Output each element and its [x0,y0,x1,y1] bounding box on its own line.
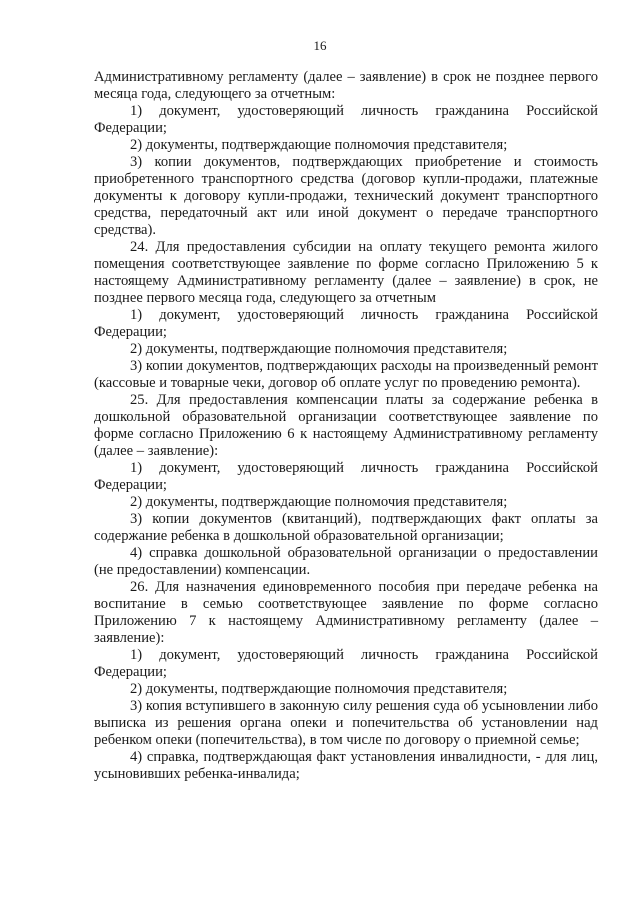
paragraph: 2) документы, подтверждающие полномочия представителя; [130,681,508,697]
paragraph: 24. Для предоставления субсидии на оплату текущего ремонта жилого помещения соответствующее заявление по форме согласно Приложению 5 к настоящему Административному регламенту (далее – заявление) в срок, не позднее первого месяца года, следующего за отчетным [94,239,598,306]
paragraph: 1) документ, удостоверяющий личность гражданина Российской Федерации; [94,307,598,340]
paragraph: 4) справка, подтверждающая факт установления инвалидности, - для лиц, усыновивших ребенка-инвалида; [94,749,598,782]
paragraph: 25. Для предоставления компенсации платы за содержание ребенка в дошкольной образовательной организации соответствующее заявление по форме согласно Приложению 6 к настоящему Административному регламенту (далее – заявление): [94,392,598,459]
paragraph: 3) копии документов, подтверждающих расходы на произведенный ремонт (кассовые и товарные чеки, договор об оплате услуг по проведению ремонта). [94,358,598,391]
paragraph: 1) документ, удостоверяющий личность гражданина Российской Федерации; [94,103,598,136]
paragraph: 3) копии документов (квитанций), подтверждающих факт оплаты за содержание ребенка в дошкольной образовательной организации; [94,511,598,544]
paragraph: 2) документы, подтверждающие полномочия представителя; [130,137,508,153]
document-body [94,69,598,783]
paragraph: 3) копия вступившего в законную силу решения суда об усыновлении либо выписка из решения органа опеки и попечительства об установлении над ребенком опеки (попечительства), в том числе по договору о приемной семье; [94,698,598,748]
paragraph: 2) документы, подтверждающие полномочия представителя; [130,494,508,510]
paragraph: 1) документ, удостоверяющий личность гражданина Российской Федерации; [94,647,598,680]
paragraph: 4) справка дошкольной образовательной организации о предоставлении (не предоставлении) компенсации. [94,545,598,578]
paragraph: 26. Для назначения единовременного пособия при передаче ребенка на воспитание в семью соответствующее заявление по форме согласно Приложению 7 к настоящему Административному регламенту (далее – заявление): [94,579,598,646]
paragraph: Административному регламенту (далее – заявление) в срок не позднее первого месяца года, следующего за отчетным: [94,69,598,102]
page-number: 16 [313,38,327,53]
paragraph: 1) документ, удостоверяющий личность гражданина Российской Федерации; [94,460,598,493]
paragraph: 2) документы, подтверждающие полномочия представителя; [130,341,508,357]
paragraph: 3) копии документов, подтверждающих приобретение и стоимость приобретенного транспортного средства (договор купли-продажи, платежные документы к договору купли-продажи, технический документ транспортного средства, передаточный акт или иной документ о передаче транспортного средства). [94,154,598,238]
